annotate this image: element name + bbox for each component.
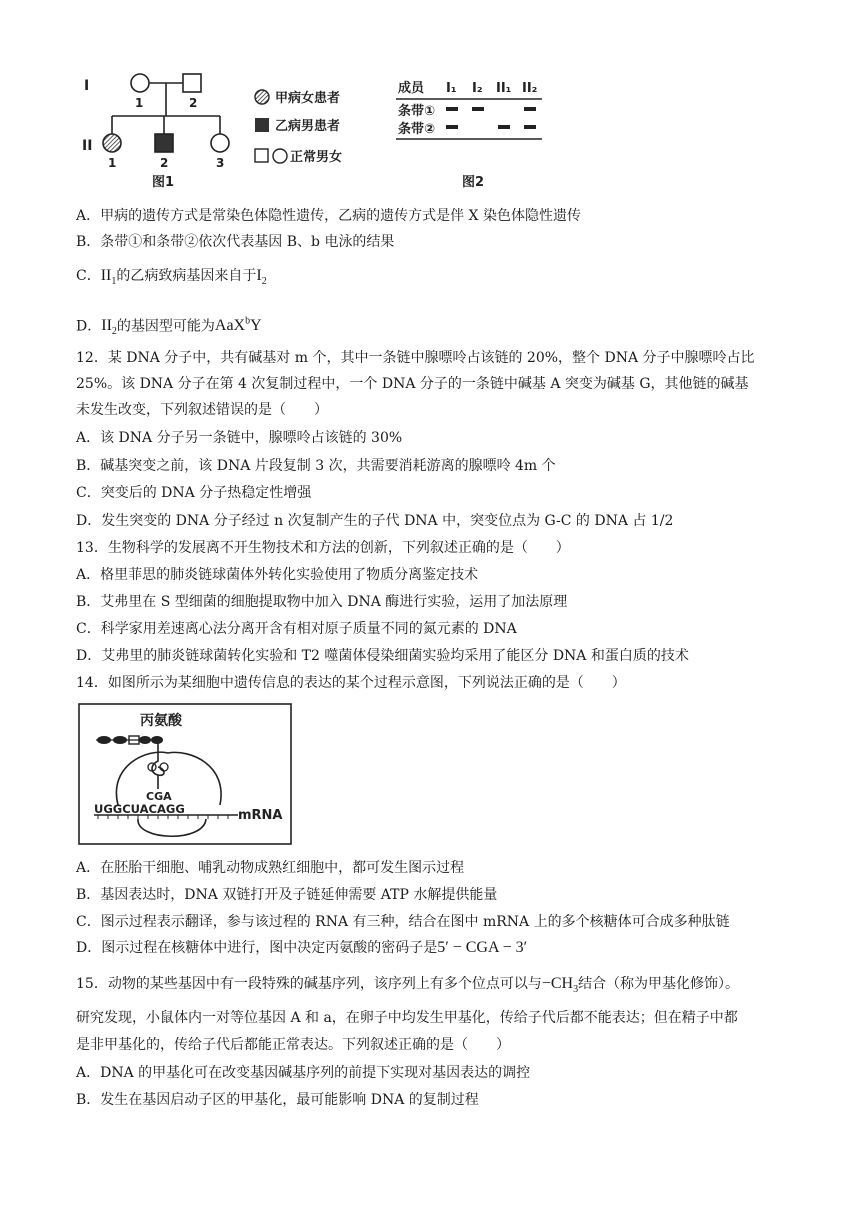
label-II1: 1 [108,156,117,170]
q14-option-d-codon: 5′ − CGA − 3′ [437,939,528,956]
q13-option-c: C．科学家用差速离心法分离开含有相对原子质量不同的氮元素的 DNA [76,621,517,637]
generation-label-II: II [82,138,93,154]
q13-option-a: A．格里菲思的肺炎链球菌体外转化实验使用了物质分离鉴定技术 [76,567,479,583]
q12-stem-line-3: 未发生改变，下列叙述错误的是（ ） [76,402,328,418]
q14-option-a: A．在胚胎干细胞、哺乳动物成熟红细胞中，都可发生图示过程 [76,860,465,876]
label-I1: 1 [135,96,144,110]
fig2-header-I1: I₁ [446,81,457,96]
q13-stem: 13．生物科学的发展离不开生物技术和方法的创新，下列叙述正确的是（ ） [76,540,570,556]
q14-option-d-text: D．图示过程在核糖体中进行，图中决定丙氨酸的密码子是 [76,940,438,956]
legend-filled-square-icon [255,118,269,132]
female-II1-affected-jia-symbol [103,134,121,152]
male-I2-symbol [183,74,201,92]
q13-option-d: D．艾弗里的肺炎链球菌转化实验和 T2 噬菌体侵染细菌实验均采用了能区分 DNA 和蛋白质的技术 [76,648,689,664]
q12-option-a: A．该 DNA 分子另一条链中，腺嘌呤占该链的 30% [76,430,403,446]
q15-stem-line-1: 15．动物的某些基因中有一段特殊的碱基序列，该序列上有多个位点可以与$-CH_3$结合（称为甲基化修饰）。 [76,975,740,996]
anticodon-label: CGA [146,790,172,803]
legend-yi: 乙病男患者 [275,119,341,134]
figure-2-caption: 图2 [462,175,485,190]
figure-1-caption: 图1 [152,175,175,190]
q12-stem-line-1: 12．某 DNA 分子中，共有碱基对 m 个，其中一条链中腺嘌呤占该链的 20%，整个 DNA 分子中腺嘌呤占比 [76,350,755,366]
band-2-II2 [524,125,536,129]
q11-option-d-prefix: D． [76,318,102,335]
q11-option-c: C．$II_1$的乙病致病基因来自于$I_2$ [76,267,267,288]
q11-option-d: D．$II_2$的基因型可能为AaX$^b$Y [76,316,262,338]
fig2-header-member: 成员 [398,81,425,96]
legend-open-circle-icon [273,149,287,163]
q11-option-b: B．条带①和条带②依次代表基因 B、b 电泳的结果 [76,234,395,250]
label-II2: 2 [160,156,169,170]
legend-jia: 甲病女患者 [275,91,341,106]
figure-translation-diagram [78,703,292,845]
fig2-header-II1: II₁ [496,81,512,96]
q13-option-b: B．艾弗里在 S 型细菌的细胞提取物中加入 DNA 酶进行实验，运用了加法原理 [76,594,568,610]
band-1-I2 [472,107,484,111]
female-I1-symbol [131,74,149,92]
q15-stem-line-2: 研究发现，小鼠体内一对等位基因 A 和 a，在卵子中均发生甲基化，传给子代后都不能表达；但在精子中都 [76,1010,738,1026]
figure-1-pedigree [76,66,376,190]
q14-option-c: C．图示过程表示翻译，参与该过程的 RNA 有三种，结合在图中 mRNA 上的多个核糖体可合成多种肽链 [76,914,730,930]
q15-stem-line-1-pre: 15．动物的某些基因中有一段特殊的碱基序列，该序列上有多个位点可以与 [76,976,542,992]
mrna-sequence: UGGCUACAGG [94,802,185,816]
q15-stem-line-1-post: 结合（称为甲基化修饰）。 [578,976,740,992]
q15-option-a: A．DNA 的甲基化可在改变基因碱基序列的前提下实现对基因表达的调控 [76,1065,531,1081]
fig2-row-band-2: 条带② [398,122,436,137]
amino-acid-label: 丙氨酸 [140,713,182,729]
q12-option-b: B．碱基突变之前，该 DNA 片段复制 3 次，共需要消耗游离的腺嘌呤 4m 个 [76,458,556,474]
band-1-II2 [524,107,536,111]
fig2-header-II2: II₂ [522,81,538,96]
legend-hatched-circle-icon [255,90,269,104]
q11-option-d-text: 的基因型可能为 [116,318,215,335]
q12-option-d: D．发生突变的 DNA 分子经过 n 次复制产生的子代 DNA 中，突变位点为 G-C 的 DNA 占 1/2 [76,513,674,529]
q11-option-c-prefix: C． [76,268,101,284]
fig2-header-I2: I₂ [472,81,483,96]
q15-option-b: B．发生在基因启动子区的甲基化，最可能影响 DNA 的复制过程 [76,1092,479,1108]
male-II2-affected-yi-symbol [155,134,173,152]
label-I2: 2 [189,96,198,110]
female-II3-symbol [211,134,229,152]
q15-stem-line-3: 是非甲基化的，传给子代后都能正常表达。下列叙述正确的是（ ） [76,1037,510,1053]
band-2-I1 [446,125,458,129]
q14-option-d [76,938,527,958]
fig2-row-band-1: 条带① [398,104,436,119]
figure-2-electrophoresis [396,76,556,190]
legend-open-square-icon [255,149,268,162]
q14-stem: 14．如图所示为某细胞中遗传信息的表达的某个过程示意图，下列说法正确的是（ ） [76,675,626,691]
q12-option-c: C．突变后的 DNA 分子热稳定性增强 [76,485,312,501]
q14-option-b: B．基因表达时，DNA 双链打开及子链延伸需要 ATP 水解提供能量 [76,887,498,903]
mrna-label: mRNA [238,808,283,823]
q11-option-c-text: 的乙病致病基因来自于 [116,268,257,284]
band-2-II1 [498,125,510,129]
legend-normal: 正常男女 [290,150,343,165]
generation-label-I: I [84,78,90,94]
label-II3: 3 [216,156,225,170]
q11-option-a: A．甲病的遗传方式是常染色体隐性遗传，乙病的遗传方式是伴 X 染色体隐性遗传 [76,208,581,224]
q12-stem-line-2: 25%。该 DNA 分子在第 4 次复制过程中，一个 DNA 分子的一条链中碱基 A 突变为碱基 G，其他链的碱基 [76,376,749,392]
band-1-I1 [446,107,458,111]
